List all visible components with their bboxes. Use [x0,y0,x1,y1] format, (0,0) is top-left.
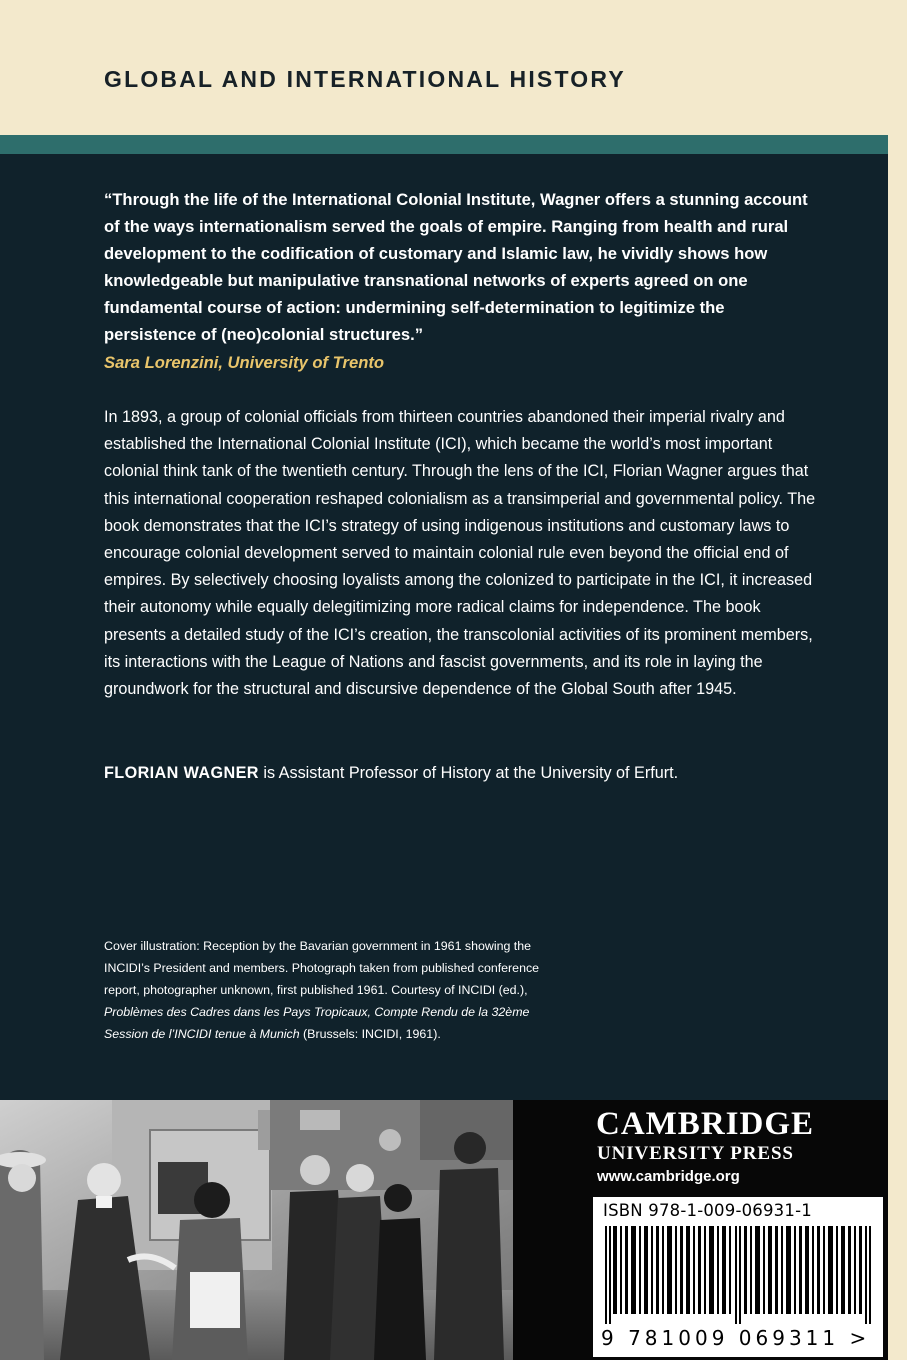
author-name: FLORIAN WAGNER [104,764,259,782]
publisher-url: www.cambridge.org [597,1168,740,1185]
publisher-name: CAMBRIDGE [596,1106,815,1142]
isbn-label: ISBN 978-1-009-06931-1 [603,1201,812,1220]
cover-photograph [0,1100,513,1360]
publisher-subtitle: UNIVERSITY PRESS [597,1143,794,1164]
teal-stripe [0,135,888,154]
header-band [0,0,888,135]
cover-credit [104,936,544,1046]
review-attribution: Sara Lorenzini, University of Trento [104,353,385,372]
isbn-barcode [593,1197,883,1357]
barcode-bars [599,1226,878,1324]
book-description: In 1893, a group of colonial officials from thirteen countries abandoned their imperial rivalry and established the International Colonial Institute (ICI), which became the world’s most important colonial think tank of the twentieth century. Through the lens of the ICI, Florian Wagner argues that this international cooperation reshaped colonialism as a transimperial and governmental policy. The book demonstrates that the ICI’s strategy of using indigenous institutions and customary laws to encourage colonial development served to maintain colonial rule even beyond the official end of empires. By selectively choosing loyalists among the colonized to participate in the ICI, it increased their autonomy while equally delegitimizing more radical claims for independence. The book presents a detailed study of the ICI’s creation, the transcolonial activities of its prominent members, its interactions with the League of Nations and fascist governments, and its role in laying the groundwork for the structural and discursive dependence of the Global South after 1945. [104,408,816,699]
cover-credit-title: Problèmes des Cadres dans les Pays Tropicaux, Compte Rendu de la 32ème Session de l’INCIDI tenue à Munich [104,1004,530,1041]
cover-credit-lead: Cover illustration: Reception by the Bavarian government in 1961 showing the INCIDI’s President and members. Photograph taken from published conference report, photographer unknown, first published 1961. Courtesy of INCIDI (ed.), [104,939,540,997]
cream-edge [888,0,907,1360]
cover-credit-tail: (Brussels: INCIDI, 1961). [299,1026,441,1041]
review-quote: “Through the life of the International Colonial Institute, Wagner offers a stunning account of the ways internationalism served the goals of empire. Ranging from health and rural development to the codification of customary and Islamic law, he vividly shows how knowledgeable but manipulative transnational networks of experts agreed on one fundamental course of action: undermining self-determination to legitimize the persistence of (neo)colonial structures.” [104,190,808,345]
author-bio-text: is Assistant Professor of History at the University of Erfurt. [258,764,679,782]
publisher-block [513,1100,888,1360]
author-bio [104,760,816,787]
barcode-digits: 9 781009 069311 > [601,1326,871,1350]
series-title: GLOBAL AND INTERNATIONAL HISTORY [104,66,626,92]
